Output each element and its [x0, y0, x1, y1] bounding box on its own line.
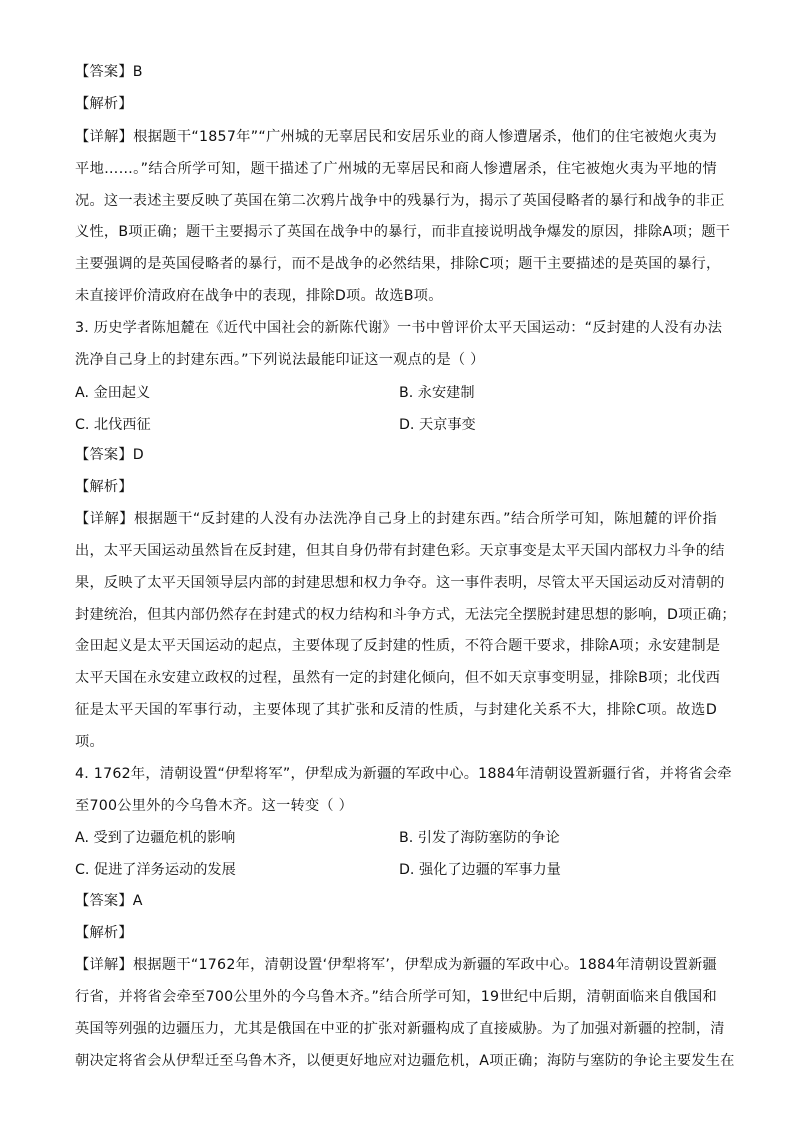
explanation-line: 英国等列强的边疆压力，尤其是俄国在中亚的扩张对新疆构成了直接威胁。为了加强对新疆的控制，清 [75, 1021, 725, 1037]
option-d: D. 天京事变 [399, 417, 476, 433]
answer-label: 【答案】D [75, 447, 144, 463]
analysis-label: 【解析】 [75, 479, 133, 495]
explanation-line: 主要强调的是英国侵略者的暴行，而不是战争的必然结果，排除C项；题干主要描述的是英国的暴行， [75, 256, 721, 272]
explanation-line: 况。这一表述主要反映了英国在第二次鸦片战争中的残暴行为，揭示了英国侵略者的暴行和战争的非正 [75, 193, 725, 209]
explanation-line: 太平天国在永安建立政权的过程，虽然有一定的封建化倾向，但不如天京事变明显，排除B项；北伐西 [75, 670, 721, 686]
option-c: C. 促进了洋务运动的发展 [75, 862, 236, 878]
explanation-line: 封建统治，但其内部仍然存在封建式的权力结构和斗争方式，无法完全摆脱封建思想的影响，D项正确； [75, 607, 736, 623]
explanation-line: 项。 [75, 734, 104, 750]
option-a: A. 金田起义 [75, 385, 151, 401]
question-stem: 至700公里外的今乌鲁木齐。这一转变（ ） [75, 798, 354, 814]
explanation-line: 行省，并将省会牵至700公里外的今乌鲁木齐。”结合所学可知，19世纪中后期，清朝面临来自俄国和 [75, 989, 717, 1005]
explanation-line: 平地……。”结合所学可知，题干描述了广州城的无辜居民和商人惨遭屠杀，住宅被炮火夷为平地的情 [75, 161, 717, 177]
option-c: C. 北伐西征 [75, 417, 151, 433]
explanation-line: 义性，B项正确；题干主要揭示了英国在战争中的暴行，而非直接说明战争爆发的原因，排除A项；题干 [75, 224, 731, 240]
analysis-label: 【解析】 [75, 96, 133, 112]
explanation-line: 出，太平天国运动虽然旨在反封建，但其自身仍带有封建色彩。天京事变是太平天国内部权力斗争的结 [75, 543, 725, 559]
explanation-line: 【详解】根据题干“1857年”“广州城的无辜居民和安居乐业的商人惨遭屠杀，他们的住宅被炮火夷为 [75, 129, 717, 145]
explanation-line: 【详解】根据题干“1762年，清朝设置‘伊犁将军’，伊犁成为新疆的军政中心。1884年清朝设置新疆 [75, 957, 717, 973]
answer-label: 【答案】A [75, 893, 143, 909]
explanation-line: 【详解】根据题干“反封建的人没有办法洗净自己身上的封建东西。”结合所学可知，陈旭麓的评价指 [75, 511, 717, 527]
option-d: D. 强化了边疆的军事力量 [399, 862, 561, 878]
option-b: B. 永安建制 [399, 385, 475, 401]
explanation-line: 果，反映了太平天国领导层内部的封建思想和权力争夺。这一事件表明，尽管太平天国运动反对清朝的 [75, 575, 725, 591]
option-b: B. 引发了海防塞防的争论 [399, 830, 560, 846]
question-stem: 3. 历史学者陈旭麓在《近代中国社会的新陈代谢》一书中曾评价太平天国运动：“反封建的人没有办法 [75, 320, 723, 336]
question-stem: 4. 1762年，清朝设置“伊犁将军”，伊犁成为新疆的军政中心。1884年清朝设置新疆行省，并将省会牵 [75, 766, 732, 782]
explanation-line: 金田起义是太平天国运动的起点，主要体现了反封建的性质，不符合题干要求，排除A项；永安建制是 [75, 638, 721, 654]
explanation-line: 未直接评价清政府在战争中的表现，排除D项。故选B项。 [75, 288, 443, 304]
option-a: A. 受到了边疆危机的影响 [75, 830, 236, 846]
explanation-line: 征是太平天国的军事行动，主要体现了其扩张和反清的性质，与封建化关系不大，排除C项。故选D [75, 702, 717, 718]
analysis-label: 【解析】 [75, 925, 133, 941]
answer-label: 【答案】B [75, 64, 143, 80]
explanation-line: 朝决定将省会从伊犁迁至乌鲁木齐，以便更好地应对边疆危机，A项正确；海防与塞防的争论主要发生在 [75, 1053, 735, 1069]
question-stem: 洗净自己身上的封建东西。”下列说法最能印证这一观点的是（ ） [75, 352, 485, 368]
